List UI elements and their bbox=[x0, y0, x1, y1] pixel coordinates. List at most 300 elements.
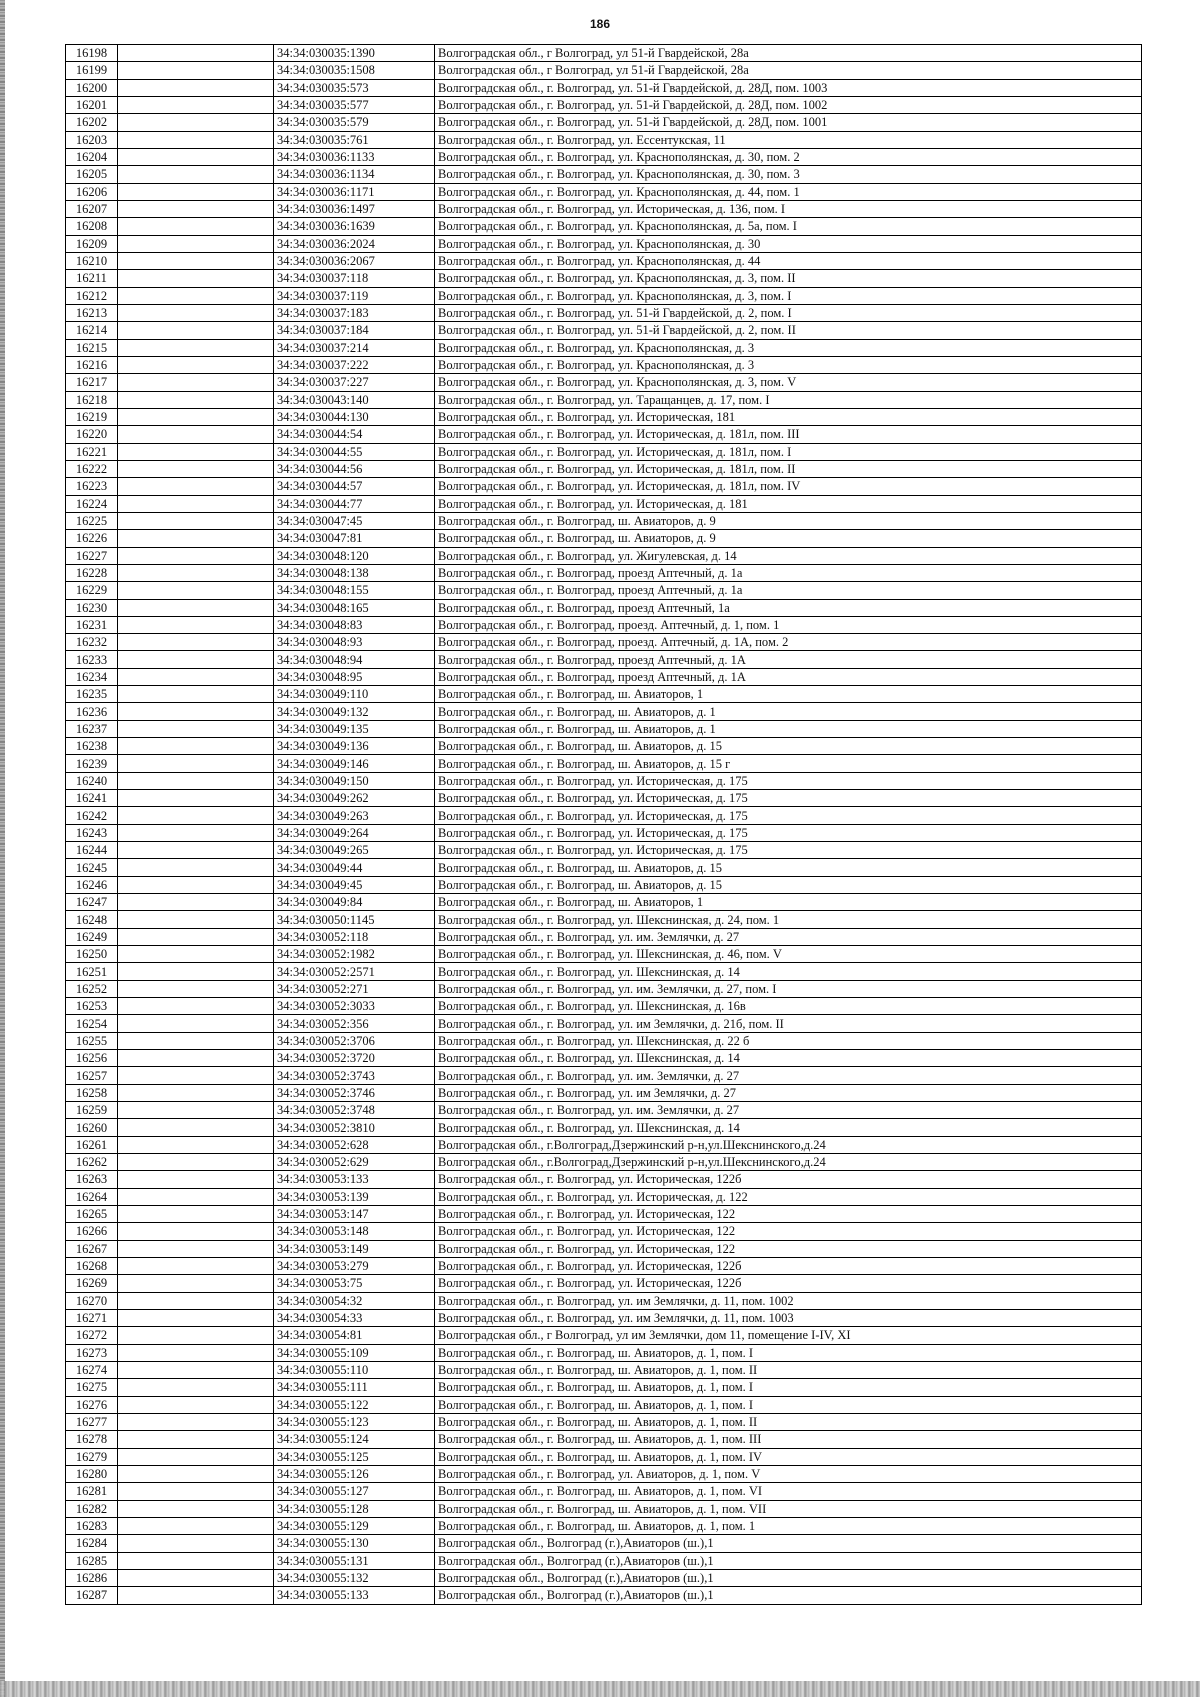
empty-cell bbox=[118, 460, 274, 477]
address-cell: Волгоградская обл., г. Волгоград, ул. Таращанцев, д. 17, пом. I bbox=[435, 391, 1142, 408]
address-cell: Волгоградская обл., г. Волгоград, ш. Авиаторов, 1 bbox=[435, 686, 1142, 703]
empty-cell bbox=[118, 1483, 274, 1500]
cadastral-number-cell: 34:34:030052:118 bbox=[274, 928, 435, 945]
row-number-cell: 16244 bbox=[66, 842, 118, 859]
row-number-cell: 16231 bbox=[66, 616, 118, 633]
table-row bbox=[66, 1413, 1142, 1430]
empty-cell bbox=[118, 218, 274, 235]
row-number-cell: 16204 bbox=[66, 148, 118, 165]
empty-cell bbox=[118, 1361, 274, 1378]
table-row bbox=[66, 148, 1142, 165]
scan-left-edge bbox=[0, 0, 5, 1697]
table-row bbox=[66, 582, 1142, 599]
row-number-cell: 16206 bbox=[66, 183, 118, 200]
row-number-cell: 16245 bbox=[66, 859, 118, 876]
address-cell: Волгоградская обл., г. Волгоград, ш. Авиаторов, д. 1, пом. II bbox=[435, 1361, 1142, 1378]
cadastral-number-cell: 34:34:030048:165 bbox=[274, 599, 435, 616]
cadastral-number-cell: 34:34:030052:3720 bbox=[274, 1050, 435, 1067]
row-number-cell: 16267 bbox=[66, 1240, 118, 1257]
cadastral-number-cell: 34:34:030052:271 bbox=[274, 980, 435, 997]
cadastral-number-cell: 34:34:030048:93 bbox=[274, 634, 435, 651]
table-row bbox=[66, 460, 1142, 477]
empty-cell bbox=[118, 1569, 274, 1586]
cadastral-number-cell: 34:34:030037:119 bbox=[274, 287, 435, 304]
empty-cell bbox=[118, 824, 274, 841]
address-cell: Волгоградская обл., Волгоград (г.),Авиаторов (ш.),1 bbox=[435, 1569, 1142, 1586]
row-number-cell: 16286 bbox=[66, 1569, 118, 1586]
cadastral-number-cell: 34:34:030049:150 bbox=[274, 772, 435, 789]
row-number-cell: 16210 bbox=[66, 252, 118, 269]
table-row bbox=[66, 270, 1142, 287]
cadastral-number-cell: 34:34:030049:135 bbox=[274, 720, 435, 737]
row-number-cell: 16233 bbox=[66, 651, 118, 668]
row-number-cell: 16269 bbox=[66, 1275, 118, 1292]
table-row bbox=[66, 807, 1142, 824]
empty-cell bbox=[118, 1535, 274, 1552]
table-row bbox=[66, 512, 1142, 529]
address-cell: Волгоградская обл., г. Волгоград, ш. Авиаторов, д. 1 bbox=[435, 720, 1142, 737]
cadastral-number-cell: 34:34:030035:1508 bbox=[274, 62, 435, 79]
cadastral-number-cell: 34:34:030049:136 bbox=[274, 738, 435, 755]
cadastral-number-cell: 34:34:030044:77 bbox=[274, 495, 435, 512]
table-row bbox=[66, 790, 1142, 807]
row-number-cell: 16271 bbox=[66, 1309, 118, 1326]
table-row bbox=[66, 616, 1142, 633]
empty-cell bbox=[118, 374, 274, 391]
empty-cell bbox=[118, 1205, 274, 1222]
row-number-cell: 16246 bbox=[66, 876, 118, 893]
cadastral-number-cell: 34:34:030055:133 bbox=[274, 1587, 435, 1604]
table-row bbox=[66, 1535, 1142, 1552]
table-row bbox=[66, 738, 1142, 755]
table-row bbox=[66, 304, 1142, 321]
row-number-cell: 16275 bbox=[66, 1379, 118, 1396]
cadastral-number-cell: 34:34:030055:111 bbox=[274, 1379, 435, 1396]
cadastral-number-cell: 34:34:030055:128 bbox=[274, 1500, 435, 1517]
cadastral-number-cell: 34:34:030044:55 bbox=[274, 443, 435, 460]
cadastral-number-cell: 34:34:030036:1133 bbox=[274, 148, 435, 165]
table-row bbox=[66, 1188, 1142, 1205]
empty-cell bbox=[118, 1223, 274, 1240]
row-number-cell: 16226 bbox=[66, 530, 118, 547]
row-number-cell: 16203 bbox=[66, 131, 118, 148]
empty-cell bbox=[118, 495, 274, 512]
row-number-cell: 16262 bbox=[66, 1154, 118, 1171]
cadastral-number-cell: 34:34:030053:147 bbox=[274, 1205, 435, 1222]
table-row bbox=[66, 1223, 1142, 1240]
address-cell: Волгоградская обл., Волгоград (г.),Авиаторов (ш.),1 bbox=[435, 1552, 1142, 1569]
table-row bbox=[66, 1448, 1142, 1465]
empty-cell bbox=[118, 270, 274, 287]
cadastral-number-cell: 34:34:030050:1145 bbox=[274, 911, 435, 928]
table-row bbox=[66, 668, 1142, 685]
cadastral-number-cell: 34:34:030052:3033 bbox=[274, 998, 435, 1015]
table-row bbox=[66, 391, 1142, 408]
row-number-cell: 16257 bbox=[66, 1067, 118, 1084]
address-cell: Волгоградская обл., г. Волгоград, проезд. Аптечный, д. 1А, пом. 2 bbox=[435, 634, 1142, 651]
address-cell: Волгоградская обл., г. Волгоград, ул. Краснополянская, д. 30, пом. 3 bbox=[435, 166, 1142, 183]
table-row bbox=[66, 1327, 1142, 1344]
table-row bbox=[66, 62, 1142, 79]
address-cell: Волгоградская обл., г. Волгоград, ш. Авиаторов, д. 1, пом. I bbox=[435, 1396, 1142, 1413]
empty-cell bbox=[118, 235, 274, 252]
address-cell: Волгоградская обл., г. Волгоград, ул. Историческая, д. 181л, пом. IV bbox=[435, 478, 1142, 495]
address-cell: Волгоградская обл., г. Волгоград, ул. им Землячки, д. 21б, пом. II bbox=[435, 1015, 1142, 1032]
cadastral-number-cell: 34:34:030048:95 bbox=[274, 668, 435, 685]
row-number-cell: 16211 bbox=[66, 270, 118, 287]
cadastral-number-cell: 34:34:030044:56 bbox=[274, 460, 435, 477]
address-cell: Волгоградская обл., г. Волгоград, ул. Историческая, 122 bbox=[435, 1223, 1142, 1240]
table-row bbox=[66, 1136, 1142, 1153]
row-number-cell: 16216 bbox=[66, 356, 118, 373]
address-cell: Волгоградская обл., г. Волгоград, ш. Авиаторов, д. 1, пом. VI bbox=[435, 1483, 1142, 1500]
table-row bbox=[66, 1240, 1142, 1257]
table-row bbox=[66, 755, 1142, 772]
empty-cell bbox=[118, 963, 274, 980]
empty-cell bbox=[118, 79, 274, 96]
table-row bbox=[66, 1431, 1142, 1448]
address-cell: Волгоградская обл., г. Волгоград, ш. Авиаторов, д. 1, пом. I bbox=[435, 1379, 1142, 1396]
address-cell: Волгоградская обл., г. Волгоград, ул. Историческая, д. 175 bbox=[435, 790, 1142, 807]
cadastral-number-cell: 34:34:030036:2067 bbox=[274, 252, 435, 269]
table-row bbox=[66, 96, 1142, 113]
cadastral-number-cell: 34:34:030048:94 bbox=[274, 651, 435, 668]
table-row bbox=[66, 1015, 1142, 1032]
address-cell: Волгоградская обл., г. Волгоград, ул. Краснополянская, д. 5а, пом. I bbox=[435, 218, 1142, 235]
address-cell: Волгоградская обл., г. Волгоград, ул. Историческая, д. 181л, пом. III bbox=[435, 426, 1142, 443]
table-row bbox=[66, 322, 1142, 339]
empty-cell bbox=[118, 478, 274, 495]
cadastral-number-cell: 34:34:030055:109 bbox=[274, 1344, 435, 1361]
address-cell: Волгоградская обл., г. Волгоград, ш. Авиаторов, д. 15 bbox=[435, 859, 1142, 876]
table-row bbox=[66, 1205, 1142, 1222]
cadastral-number-cell: 34:34:030053:279 bbox=[274, 1257, 435, 1274]
table-row bbox=[66, 1465, 1142, 1482]
cadastral-number-cell: 34:34:030037:222 bbox=[274, 356, 435, 373]
register-table-body bbox=[66, 45, 1142, 1605]
cadastral-number-cell: 34:34:030035:579 bbox=[274, 114, 435, 131]
row-number-cell: 16256 bbox=[66, 1050, 118, 1067]
row-number-cell: 16205 bbox=[66, 166, 118, 183]
cadastral-number-cell: 34:34:030037:183 bbox=[274, 304, 435, 321]
address-cell: Волгоградская обл., г. Волгоград, ул. Историческая, д. 136, пом. I bbox=[435, 200, 1142, 217]
table-row bbox=[66, 1050, 1142, 1067]
empty-cell bbox=[118, 1552, 274, 1569]
empty-cell bbox=[118, 1500, 274, 1517]
empty-cell bbox=[118, 183, 274, 200]
cadastral-number-cell: 34:34:030054:32 bbox=[274, 1292, 435, 1309]
cadastral-number-cell: 34:34:030053:139 bbox=[274, 1188, 435, 1205]
table-row bbox=[66, 356, 1142, 373]
address-cell: Волгоградская обл., г. Волгоград, ш. Авиаторов, д. 15 bbox=[435, 876, 1142, 893]
cadastral-number-cell: 34:34:030036:1639 bbox=[274, 218, 435, 235]
cadastral-number-cell: 34:34:030053:75 bbox=[274, 1275, 435, 1292]
empty-cell bbox=[118, 1240, 274, 1257]
address-cell: Волгоградская обл., г. Волгоград, ш. Авиаторов, д. 1, пом. I bbox=[435, 1344, 1142, 1361]
address-cell: Волгоградская обл., г. Волгоград, ул. Историческая, 122б bbox=[435, 1275, 1142, 1292]
table-row bbox=[66, 79, 1142, 96]
empty-cell bbox=[118, 252, 274, 269]
row-number-cell: 16223 bbox=[66, 478, 118, 495]
empty-cell bbox=[118, 1119, 274, 1136]
row-number-cell: 16247 bbox=[66, 894, 118, 911]
row-number-cell: 16201 bbox=[66, 96, 118, 113]
empty-cell bbox=[118, 1344, 274, 1361]
address-cell: Волгоградская обл., г. Волгоград, ш. Авиаторов, д. 1, пом. VII bbox=[435, 1500, 1142, 1517]
empty-cell bbox=[118, 339, 274, 356]
empty-cell bbox=[118, 790, 274, 807]
table-row bbox=[66, 928, 1142, 945]
empty-cell bbox=[118, 166, 274, 183]
cadastral-number-cell: 34:34:030043:140 bbox=[274, 391, 435, 408]
address-cell: Волгоградская обл., г. Волгоград, ул. Краснополянская, д. 3, пом. I bbox=[435, 287, 1142, 304]
table-row bbox=[66, 946, 1142, 963]
empty-cell bbox=[118, 1188, 274, 1205]
address-cell: Волгоградская обл., г. Волгоград, ул. им Землячки, д. 11, пом. 1002 bbox=[435, 1292, 1142, 1309]
address-cell: Волгоградская обл., г. Волгоград, ул. 51-й Гвардейской, д. 28Д, пом. 1003 bbox=[435, 79, 1142, 96]
empty-cell bbox=[118, 720, 274, 737]
address-cell: Волгоградская обл., г. Волгоград, ул. Краснополянская, д. 30 bbox=[435, 235, 1142, 252]
row-number-cell: 16268 bbox=[66, 1257, 118, 1274]
empty-cell bbox=[118, 287, 274, 304]
cadastral-number-cell: 34:34:030049:146 bbox=[274, 755, 435, 772]
empty-cell bbox=[118, 998, 274, 1015]
row-number-cell: 16250 bbox=[66, 946, 118, 963]
cadastral-number-cell: 34:34:030055:127 bbox=[274, 1483, 435, 1500]
row-number-cell: 16273 bbox=[66, 1344, 118, 1361]
empty-cell bbox=[118, 1465, 274, 1482]
empty-cell bbox=[118, 911, 274, 928]
empty-cell bbox=[118, 426, 274, 443]
table-row bbox=[66, 114, 1142, 131]
cadastral-number-cell: 34:34:030049:264 bbox=[274, 824, 435, 841]
table-row bbox=[66, 1309, 1142, 1326]
cadastral-number-cell: 34:34:030036:1497 bbox=[274, 200, 435, 217]
address-cell: Волгоградская обл., г.Волгоград,Дзержинский р-н,ул.Шекснинского,д.24 bbox=[435, 1136, 1142, 1153]
row-number-cell: 16221 bbox=[66, 443, 118, 460]
row-number-cell: 16248 bbox=[66, 911, 118, 928]
table-row bbox=[66, 1500, 1142, 1517]
table-row bbox=[66, 131, 1142, 148]
cadastral-number-cell: 34:34:030052:3706 bbox=[274, 1032, 435, 1049]
address-cell: Волгоградская обл., г Волгоград, ул 51-й Гвардейской, 28а bbox=[435, 62, 1142, 79]
row-number-cell: 16220 bbox=[66, 426, 118, 443]
address-cell: Волгоградская обл., г. Волгоград, проезд Аптечный, д. 1А bbox=[435, 668, 1142, 685]
empty-cell bbox=[118, 1379, 274, 1396]
address-cell: Волгоградская обл., г. Волгоград, ш. Авиаторов, д. 9 bbox=[435, 530, 1142, 547]
empty-cell bbox=[118, 408, 274, 425]
address-cell: Волгоградская обл., г. Волгоград, ул. 51-й Гвардейской, д. 28Д, пом. 1001 bbox=[435, 114, 1142, 131]
table-row bbox=[66, 1483, 1142, 1500]
row-number-cell: 16254 bbox=[66, 1015, 118, 1032]
empty-cell bbox=[118, 443, 274, 460]
table-row bbox=[66, 166, 1142, 183]
address-cell: Волгоградская обл., г. Волгоград, проезд Аптечный, д. 1а bbox=[435, 582, 1142, 599]
row-number-cell: 16228 bbox=[66, 564, 118, 581]
row-number-cell: 16281 bbox=[66, 1483, 118, 1500]
address-cell: Волгоградская обл., г. Волгоград, ул. им. Землячки, д. 27, пом. I bbox=[435, 980, 1142, 997]
empty-cell bbox=[118, 651, 274, 668]
row-number-cell: 16230 bbox=[66, 599, 118, 616]
empty-cell bbox=[118, 1396, 274, 1413]
table-row bbox=[66, 218, 1142, 235]
cadastral-number-cell: 34:34:030053:148 bbox=[274, 1223, 435, 1240]
address-cell: Волгоградская обл., г. Волгоград, ул. Историческая, 122б bbox=[435, 1257, 1142, 1274]
table-row bbox=[66, 374, 1142, 391]
table-row bbox=[66, 235, 1142, 252]
cadastral-number-cell: 34:34:030055:126 bbox=[274, 1465, 435, 1482]
row-number-cell: 16251 bbox=[66, 963, 118, 980]
address-cell: Волгоградская обл., г. Волгоград, ул. Историческая, д. 175 bbox=[435, 772, 1142, 789]
address-cell: Волгоградская обл., г.Волгоград,Дзержинский р-н,ул.Шекснинского,д.24 bbox=[435, 1154, 1142, 1171]
empty-cell bbox=[118, 131, 274, 148]
cadastral-number-cell: 34:34:030055:131 bbox=[274, 1552, 435, 1569]
address-cell: Волгоградская обл., г. Волгоград, ул. Историческая, д. 181л, пом. II bbox=[435, 460, 1142, 477]
cadastral-number-cell: 34:34:030044:54 bbox=[274, 426, 435, 443]
row-number-cell: 16202 bbox=[66, 114, 118, 131]
row-number-cell: 16208 bbox=[66, 218, 118, 235]
address-cell: Волгоградская обл., г. Волгоград, ул. Авиаторов, д. 1, пом. V bbox=[435, 1465, 1142, 1482]
row-number-cell: 16259 bbox=[66, 1102, 118, 1119]
table-row bbox=[66, 876, 1142, 893]
cadastral-number-cell: 34:34:030049:44 bbox=[274, 859, 435, 876]
address-cell: Волгоградская обл., г. Волгоград, ш. Авиаторов, д. 1, пом. IV bbox=[435, 1448, 1142, 1465]
address-cell: Волгоградская обл., г. Волгоград, ул. 51-й Гвардейской, д. 2, пом. II bbox=[435, 322, 1142, 339]
table-row bbox=[66, 599, 1142, 616]
cadastral-number-cell: 34:34:030047:45 bbox=[274, 512, 435, 529]
row-number-cell: 16198 bbox=[66, 45, 118, 62]
empty-cell bbox=[118, 1517, 274, 1534]
row-number-cell: 16258 bbox=[66, 1084, 118, 1101]
table-row bbox=[66, 1587, 1142, 1604]
row-number-cell: 16265 bbox=[66, 1205, 118, 1222]
address-cell: Волгоградская обл., г. Волгоград, ул. Шекснинская, д. 24, пом. 1 bbox=[435, 911, 1142, 928]
row-number-cell: 16282 bbox=[66, 1500, 118, 1517]
address-cell: Волгоградская обл., г. Волгоград, ул. Шекснинская, д. 14 bbox=[435, 1119, 1142, 1136]
row-number-cell: 16272 bbox=[66, 1327, 118, 1344]
cadastral-number-cell: 34:34:030052:628 bbox=[274, 1136, 435, 1153]
empty-cell bbox=[118, 1050, 274, 1067]
address-cell: Волгоградская обл., г. Волгоград, проезд. Аптечный, д. 1, пом. 1 bbox=[435, 616, 1142, 633]
empty-cell bbox=[118, 634, 274, 651]
cadastral-number-cell: 34:34:030048:120 bbox=[274, 547, 435, 564]
empty-cell bbox=[118, 304, 274, 321]
cadastral-number-cell: 34:34:030052:356 bbox=[274, 1015, 435, 1032]
row-number-cell: 16235 bbox=[66, 686, 118, 703]
cadastral-number-cell: 34:34:030035:573 bbox=[274, 79, 435, 96]
table-row bbox=[66, 842, 1142, 859]
table-row bbox=[66, 686, 1142, 703]
cadastral-number-cell: 34:34:030037:184 bbox=[274, 322, 435, 339]
address-cell: Волгоградская обл., г. Волгоград, ул. Историческая, 122 bbox=[435, 1205, 1142, 1222]
address-cell: Волгоградская обл., г. Волгоград, ул. Историческая, 181 bbox=[435, 408, 1142, 425]
address-cell: Волгоградская обл., г. Волгоград, ул. Жигулевская, д. 14 bbox=[435, 547, 1142, 564]
empty-cell bbox=[118, 1448, 274, 1465]
row-number-cell: 16283 bbox=[66, 1517, 118, 1534]
address-cell: Волгоградская обл., г. Волгоград, ул. Краснополянская, д. 30, пом. 2 bbox=[435, 148, 1142, 165]
cadastral-number-cell: 34:34:030055:123 bbox=[274, 1413, 435, 1430]
row-number-cell: 16239 bbox=[66, 755, 118, 772]
empty-cell bbox=[118, 1015, 274, 1032]
row-number-cell: 16253 bbox=[66, 998, 118, 1015]
scan-bottom-edge bbox=[0, 1681, 1200, 1697]
cadastral-number-cell: 34:34:030052:3810 bbox=[274, 1119, 435, 1136]
empty-cell bbox=[118, 1431, 274, 1448]
address-cell: Волгоградская обл., г. Волгоград, ш. Авиаторов, д. 1, пом. II bbox=[435, 1413, 1142, 1430]
cadastral-number-cell: 34:34:030048:155 bbox=[274, 582, 435, 599]
table-row bbox=[66, 1517, 1142, 1534]
table-row bbox=[66, 998, 1142, 1015]
table-row bbox=[66, 859, 1142, 876]
row-number-cell: 16227 bbox=[66, 547, 118, 564]
row-number-cell: 16218 bbox=[66, 391, 118, 408]
cadastral-number-cell: 34:34:030044:130 bbox=[274, 408, 435, 425]
empty-cell bbox=[118, 686, 274, 703]
cadastral-number-cell: 34:34:030055:125 bbox=[274, 1448, 435, 1465]
cadastral-number-cell: 34:34:030053:149 bbox=[274, 1240, 435, 1257]
cadastral-number-cell: 34:34:030036:2024 bbox=[274, 235, 435, 252]
cadastral-register-table bbox=[65, 44, 1142, 1605]
empty-cell bbox=[118, 859, 274, 876]
cadastral-number-cell: 34:34:030053:133 bbox=[274, 1171, 435, 1188]
empty-cell bbox=[118, 96, 274, 113]
row-number-cell: 16214 bbox=[66, 322, 118, 339]
cadastral-number-cell: 34:34:030049:263 bbox=[274, 807, 435, 824]
empty-cell bbox=[118, 703, 274, 720]
row-number-cell: 16242 bbox=[66, 807, 118, 824]
cadastral-number-cell: 34:34:030037:227 bbox=[274, 374, 435, 391]
table-row bbox=[66, 703, 1142, 720]
address-cell: Волгоградская обл., г. Волгоград, ш. Авиаторов, д. 1, пом. III bbox=[435, 1431, 1142, 1448]
empty-cell bbox=[118, 1154, 274, 1171]
empty-cell bbox=[118, 1327, 274, 1344]
address-cell: Волгоградская обл., г. Волгоград, ул. им. Землячки, д. 27 bbox=[435, 1102, 1142, 1119]
address-cell: Волгоградская обл., г. Волгоград, проезд Аптечный, д. 1а bbox=[435, 564, 1142, 581]
row-number-cell: 16252 bbox=[66, 980, 118, 997]
cadastral-number-cell: 34:34:030049:132 bbox=[274, 703, 435, 720]
row-number-cell: 16270 bbox=[66, 1292, 118, 1309]
cadastral-number-cell: 34:34:030055:129 bbox=[274, 1517, 435, 1534]
address-cell: Волгоградская обл., г. Волгоград, ул. им. Землячки, д. 27 bbox=[435, 1067, 1142, 1084]
table-row bbox=[66, 894, 1142, 911]
empty-cell bbox=[118, 599, 274, 616]
row-number-cell: 16224 bbox=[66, 495, 118, 512]
table-row bbox=[66, 1275, 1142, 1292]
empty-cell bbox=[118, 980, 274, 997]
empty-cell bbox=[118, 616, 274, 633]
table-row bbox=[66, 772, 1142, 789]
cadastral-number-cell: 34:34:030036:1171 bbox=[274, 183, 435, 200]
address-cell: Волгоградская обл., г. Волгоград, ул. Историческая, д. 175 bbox=[435, 824, 1142, 841]
cadastral-number-cell: 34:34:030054:33 bbox=[274, 1309, 435, 1326]
row-number-cell: 16255 bbox=[66, 1032, 118, 1049]
address-cell: Волгоградская обл., г. Волгоград, ул. 51-й Гвардейской, д. 2, пом. I bbox=[435, 304, 1142, 321]
address-cell: Волгоградская обл., г. Волгоград, ш. Авиаторов, д. 9 bbox=[435, 512, 1142, 529]
row-number-cell: 16285 bbox=[66, 1552, 118, 1569]
cadastral-number-cell: 34:34:030035:577 bbox=[274, 96, 435, 113]
address-cell: Волгоградская обл., г. Волгоград, ул. им. Землячки, д. 27 bbox=[435, 928, 1142, 945]
address-cell: Волгоградская обл., г. Волгоград, ул. Историческая, 122б bbox=[435, 1171, 1142, 1188]
empty-cell bbox=[118, 1413, 274, 1430]
row-number-cell: 16278 bbox=[66, 1431, 118, 1448]
empty-cell bbox=[118, 1102, 274, 1119]
table-row bbox=[66, 200, 1142, 217]
table-row bbox=[66, 1569, 1142, 1586]
table-row bbox=[66, 1344, 1142, 1361]
empty-cell bbox=[118, 1032, 274, 1049]
address-cell: Волгоградская обл., г Волгоград, ул им Землячки, дом 11, помещение I-IV, XI bbox=[435, 1327, 1142, 1344]
table-row bbox=[66, 1257, 1142, 1274]
